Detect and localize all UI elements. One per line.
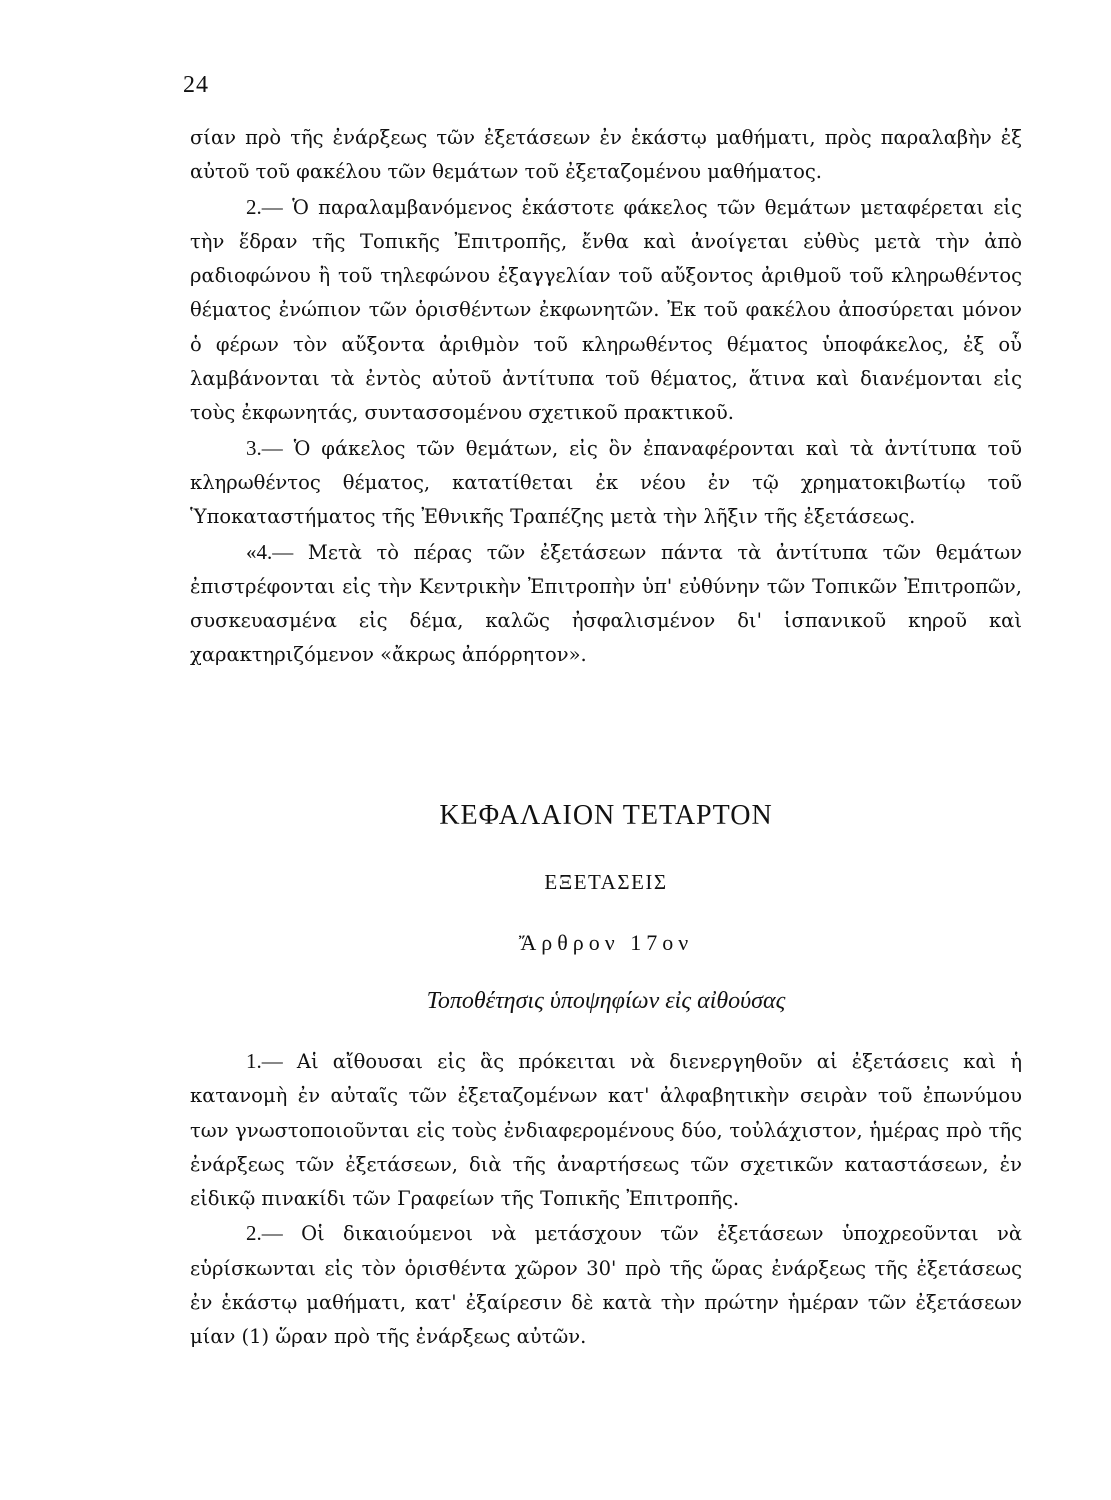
paragraph-2	[190, 190, 1022, 431]
article-paragraph-1	[190, 1044, 1022, 1216]
paragraph-continued	[190, 121, 1022, 190]
page-number: 24	[183, 72, 209, 98]
paragraph-text: Ὁ παραλαμβανόμενος ἑκάστοτε φάκελος τῶν θεμάτων μεταφέρεται εἰς τὴν ἕδραν τῆς Τοπικῆς Ἐπιτροπῆς, ἔνθα καὶ ἀνοίγεται εὐθὺς μετὰ τὴν ἀπὸ ραδιοφώνου ἢ τοῦ τηλεφώνου ἐξαγγελίαν τοῦ αὔξοντος ἀριθμοῦ τοῦ κληρωθέντος θέματος ἐνώπιον τῶν ὁρισθέντων ἐκφωνητῶν. Ἐκ τοῦ φακέλου ἀποσύρεται μόνον ὁ φέρων τὸν αὔξοντα ἀριθμὸν τοῦ κληρωθέντος θέματος ὑποφάκελος, ἐξ οὗ λαμβάνονται τὰ ἐντὸς αὐτοῦ ἀντίτυπα τοῦ θέματος, ἅτινα καὶ διανέμονται εἰς τοὺς ἐκφωνητάς, συντασσομένου σχετικοῦ πρακτικοῦ.	[190, 195, 1022, 425]
bottom-text-block	[190, 1044, 1022, 1355]
paragraph-number: 2.—	[246, 1221, 283, 1246]
paragraph-text: Μετὰ τὸ πέρας τῶν ἐξετάσεων πάντα τὰ ἀντίτυπα τῶν θεμάτων ἐπιστρέφονται εἰς τὴν Κεντρικὴν Ἐπιτροπὴν ὑπ' εὐθύνην τῶν Τοπικῶν Ἐπιτροπῶν, συσκευασμένα εἰς δέμα, καλῶς ἠσφαλισμένον δι' ἱσπανικοῦ κηροῦ καὶ χαρακτηριζόμενον «ἄκρως ἀπόρρητον».	[190, 540, 1023, 667]
paragraph-number: 1.—	[246, 1049, 283, 1073]
paragraph-number: 3.—	[246, 435, 283, 460]
paragraph-number: «4.—	[246, 539, 294, 564]
article-number: Ἄρθρον 17ον	[518, 930, 694, 955]
paragraph-4	[190, 535, 1022, 673]
top-text-block	[190, 121, 1022, 673]
chapter-title: ΚΕΦΑΛΑΙΟΝ ΤΕΤΑΡΤΟΝ	[439, 800, 773, 831]
article-paragraph-2	[190, 1216, 1022, 1354]
paragraph-number: 2.—	[246, 194, 283, 219]
paragraph-text: Αἱ αἴθουσαι εἰς ἃς πρόκειται νὰ διενεργηθοῦν αἱ ἐξετάσεις καὶ ἡ κατανομὴ ἐν αὐταῖς τῶν ἐξεταζομένων κατ' ἀλφαβητικὴν σειρὰν τοῦ ἐπωνύμου των γνωστοποιοῦνται εἰς τοὺς ἐνδιαφερομένους δύο, τοὐλάχιστον, ἡμέρας πρὸ τῆς ἐνάρξεως τῶν ἐξετάσεων, διὰ τῆς ἀναρτήσεως τῶν σχετικῶν καταστάσεων, ἐν εἰδικῷ πινακίδι τῶν Γραφείων τῆς Τοπικῆς Ἐπιτροπῆς.	[190, 1050, 1023, 1211]
paragraph-3	[190, 431, 1022, 535]
paragraph-text: Ὁ φάκελος τῶν θεμάτων, εἰς ὃν ἐπαναφέρονται καὶ τὰ ἀντίτυπα τοῦ κληρωθέντος θέματος, κατατίθεται ἐκ νέου ἐν τῷ χρηματοκιβωτίῳ τοῦ Ὑποκαταστήματος τῆς Ἐθνικῆς Τραπέζης μετὰ τὴν λῆξιν τῆς ἐξετάσεως.	[190, 436, 1023, 529]
article-title: Τοποθέτησις ὑποψηφίων εἰς αἰθούσας	[426, 988, 786, 1014]
paragraph-text: σίαν πρὸ τῆς ἐνάρξεως τῶν ἐξετάσεων ἐν ἑκάστῳ μαθήματι, πρὸς παραλαβὴν ἐξ αὐτοῦ τοῦ φακέλου τῶν θεμάτων τοῦ ἐξεταζομένου μαθήματος.	[190, 126, 1022, 184]
chapter-subtitle: ΕΞΕΤΑΣΕΙΣ	[544, 870, 668, 894]
paragraph-text: Οἱ δικαιούμενοι νὰ μετάσχουν τῶν ἐξετάσεων ὑποχρεοῦνται νὰ εὑρίσκωνται εἰς τὸν ὁρισθέντα χῶρον 30' πρὸ τῆς ὥρας ἐνάρξεως τῆς ἐξετάσεως ἐν ἑκάστῳ μαθήματι, κατ' ἐξαίρεσιν δὲ κατὰ τὴν πρώτην ἡμέραν τῶν ἐξετάσεων μίαν (1) ὥραν πρὸ τῆς ἐνάρξεως αὐτῶν.	[190, 1222, 1023, 1349]
